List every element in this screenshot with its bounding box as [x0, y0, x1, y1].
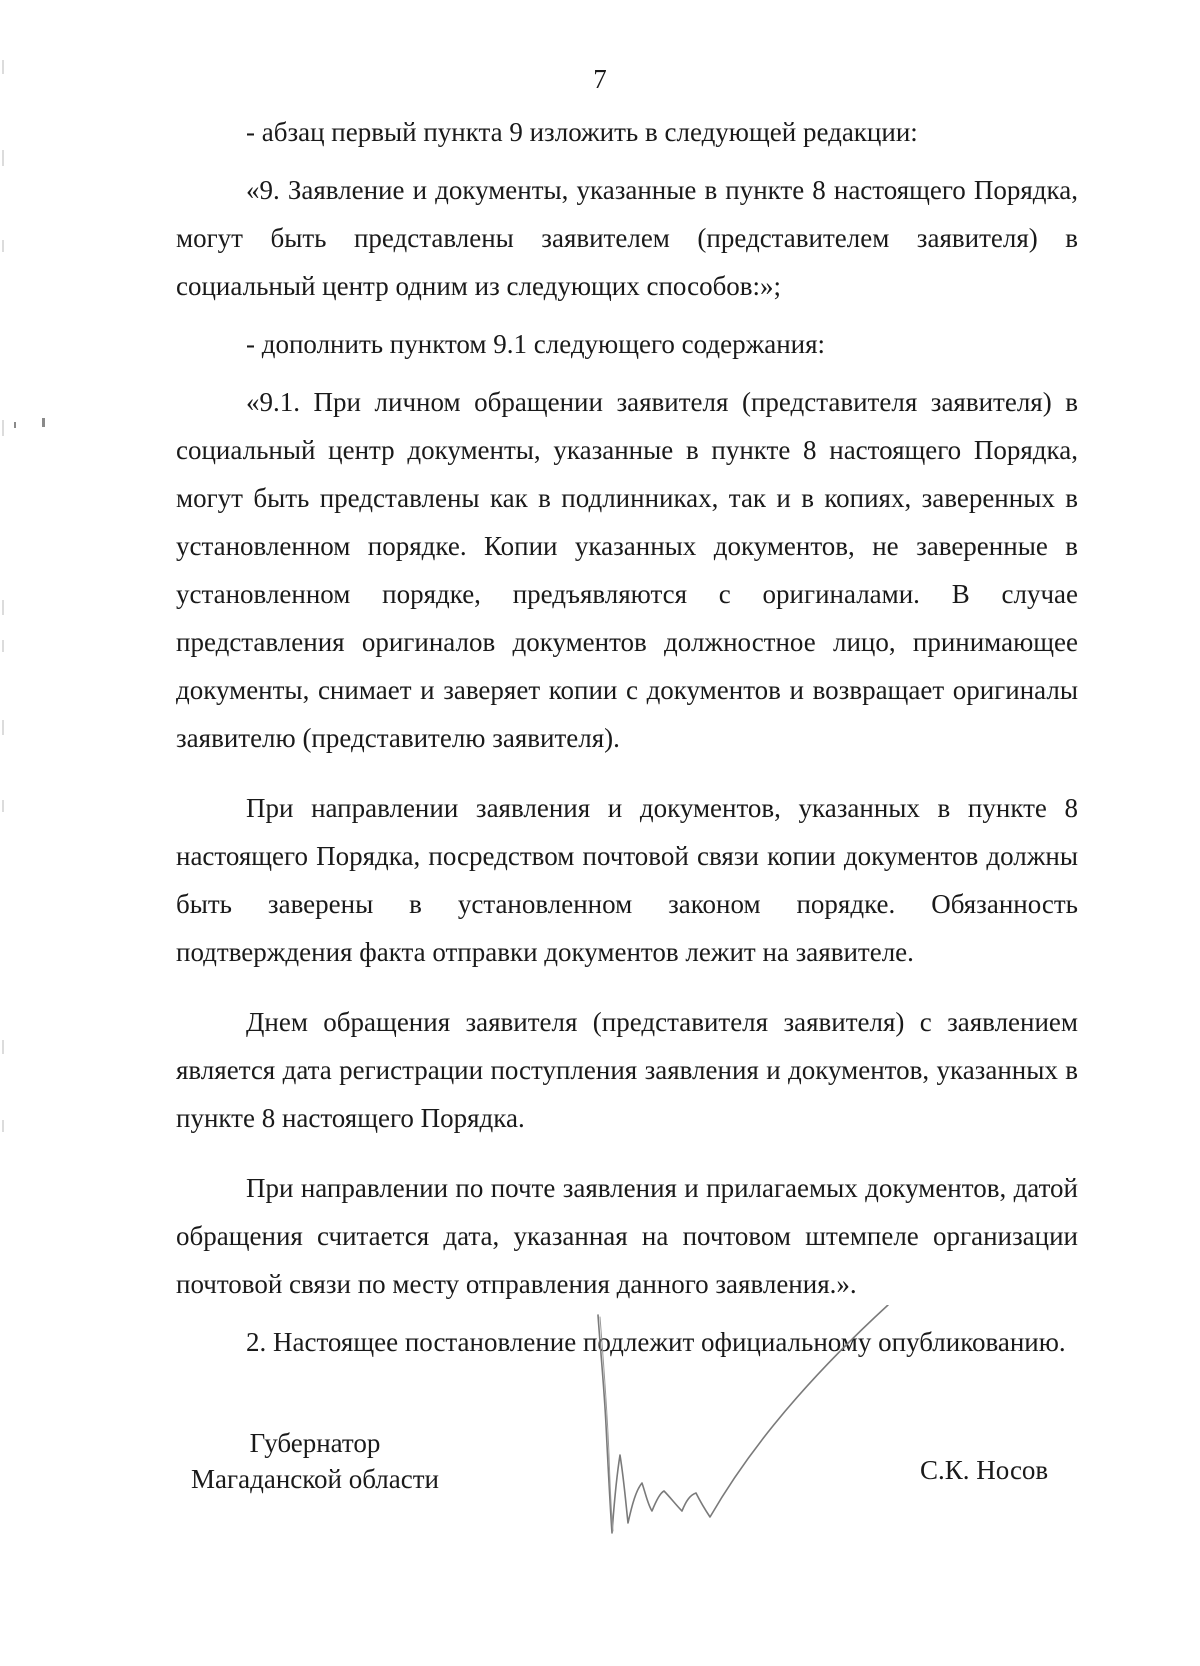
signer-name: С.К. Носов	[920, 1455, 1049, 1485]
handwritten-signature	[590, 1305, 900, 1545]
signer-position-line: Губернатор	[249, 1428, 381, 1458]
signer-position	[170, 1425, 460, 1497]
paragraph-text: При направлении заявления и документов, указанных в пункте 8 настоящего Порядка, посредством почтовой связи копии документов должны быть заверены в установленном законом порядке. Обязанность подтверждения факта отправки документов лежит на заявителе.	[176, 793, 1078, 967]
amendment-instruction: - дополнить пунктом 9.1 следующего содержания:	[246, 329, 826, 359]
paragraph-9-text: «9. Заявление и документы, указанные в пункте 8 настоящего Порядка, могут быть представлены заявителем (представителем заявителя) в социальный центр одним из следующих способов:»;	[176, 175, 1078, 301]
scan-margin-marks	[0, 0, 60, 1661]
document-body	[176, 108, 1078, 1366]
paragraph-text: Днем обращения заявителя (представителя заявителя) с заявлением является дата регистрации поступления заявления и документов, указанных в пункте 8 настоящего Порядка.	[176, 1007, 1078, 1133]
publication-clause: 2. Настоящее постановление подлежит официальному опубликованию.	[246, 1327, 1066, 1357]
page-number: 7	[593, 64, 607, 94]
paragraph-text: При направлении по почте заявления и прилагаемых документов, датой обращения считается дата, указанная на почтовом штемпеле организации почтовой связи по месту отправления данного заявления.».	[176, 1173, 1078, 1299]
signer-position-line: Магаданской области	[191, 1464, 439, 1494]
paragraph-9-1-text: «9.1. При личном обращении заявителя (представителя заявителя) в социальный центр документы, указанные в пункте 8 настоящего Порядка, могут быть представлены как в подлинниках, так и в копиях, заверенных в установленном порядке. Копии указанных документов, не заверенные в установленном порядке, предъявляются с оригиналами. В случае представления оригиналов документов должностное лицо, принимающее документы, снимает и заверяет копии с документов и возвращает оригиналы заявителю (представителю заявителя).	[176, 387, 1078, 753]
amendment-instruction: - абзац первый пункта 9 изложить в следующей редакции:	[246, 117, 918, 147]
